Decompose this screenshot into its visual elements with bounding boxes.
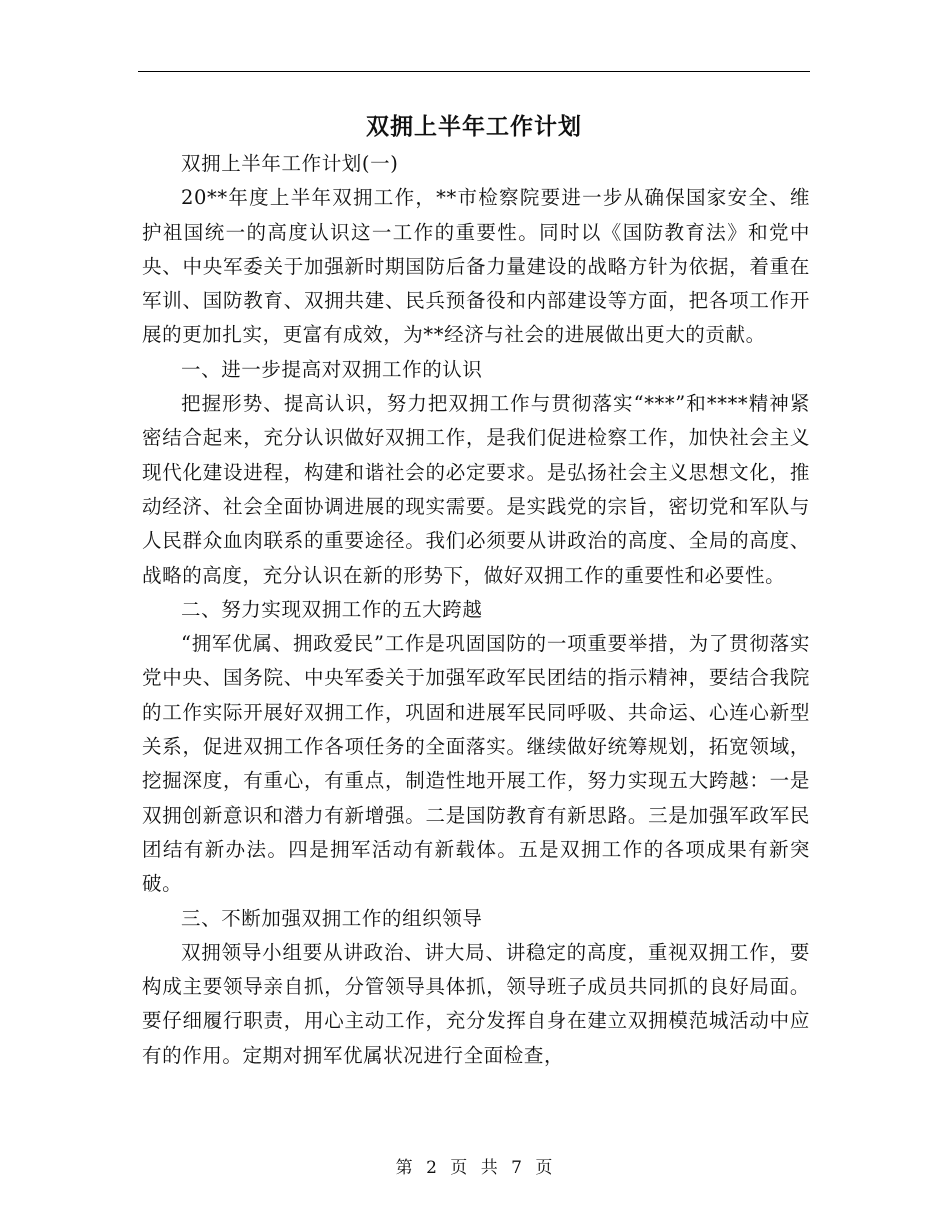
document-title: 双拥上半年工作计划 <box>366 113 582 140</box>
section-body-1: 把握形势、提高认识，努力把双拥工作与贯彻落实“***”和****精神紧密结合起来，充分认识做好双拥工作，是我们促进检察工作，加快社会主义现代化建设进程，构建和谐社会的必定要求。是弘扬社会主义思想文化，推动经济、社会全面协调进展的现实需要。是实践党的宗旨，密切党和军队与人民群众血肉联系的重要途径。我们必须要从讲政治的高度、全局的高度、战略的高度，充分认识在新的形势下，做好双拥工作的重要性和必要性。 <box>142 392 810 587</box>
subtitle-paragraph: 双拥上半年工作计划(一) <box>181 152 399 175</box>
page-number-footer: 第 2 页 共 7 页 <box>395 1158 555 1178</box>
section-heading-3: 三、不断加强双拥工作的组织领导 <box>181 906 483 930</box>
section-heading-2: 二、努力实现双拥工作的五大跨越 <box>181 597 483 621</box>
header-rule <box>138 71 810 72</box>
section-body-2: “拥军优属、拥政爱民”工作是巩固国防的一项重要举措，为了贯彻落实党中央、国务院、中央军委关于加强军政军民团结的指示精神，要结合我院的工作实际开展好双拥工作，巩固和进展军民同呼吸、共命运、心连心新型关系，促进双拥工作各项任务的全面落实。继续做好统筹规划，拓宽领域，挖掘深度，有重心，有重点，制造性地开展工作，努力实现五大跨越：一是双拥创新意识和潜力有新增强。二是国防教育有新思路。三是加强军政军民团结有新办法。四是拥军活动有新载体。五是双拥工作的各项成果有新突破。 <box>142 632 810 896</box>
document-body <box>142 147 810 1073</box>
section-body-3: 双拥领导小组要从讲政治、讲大局、讲稳定的高度，重视双拥工作，要构成主要领导亲自抓，分管领导具体抓，领导班子成员共同抓的良好局面。要仔细履行职责，用心主动工作，充分发挥自身在建立双拥模范城活动中应有的作用。定期对拥军优属状况进行全面检查， <box>142 940 810 1067</box>
intro-paragraph: 20**年度上半年双拥工作，**市检察院要进一步从确保国家安全、维护祖国统一的高度认识这一工作的重要性。同时以《国防教育法》和党中央、中央军委关于加强新时期国防后备力量建设的战略方针为依据，着重在军训、国防教育、双拥共建、民兵预备役和内部建设等方面，把各项工作开展的更加扎实，更富有成效，为**经济与社会的进展做出更大的贡献。 <box>142 186 810 347</box>
section-heading-1: 一、进一步提高对双拥工作的认识 <box>181 357 483 381</box>
